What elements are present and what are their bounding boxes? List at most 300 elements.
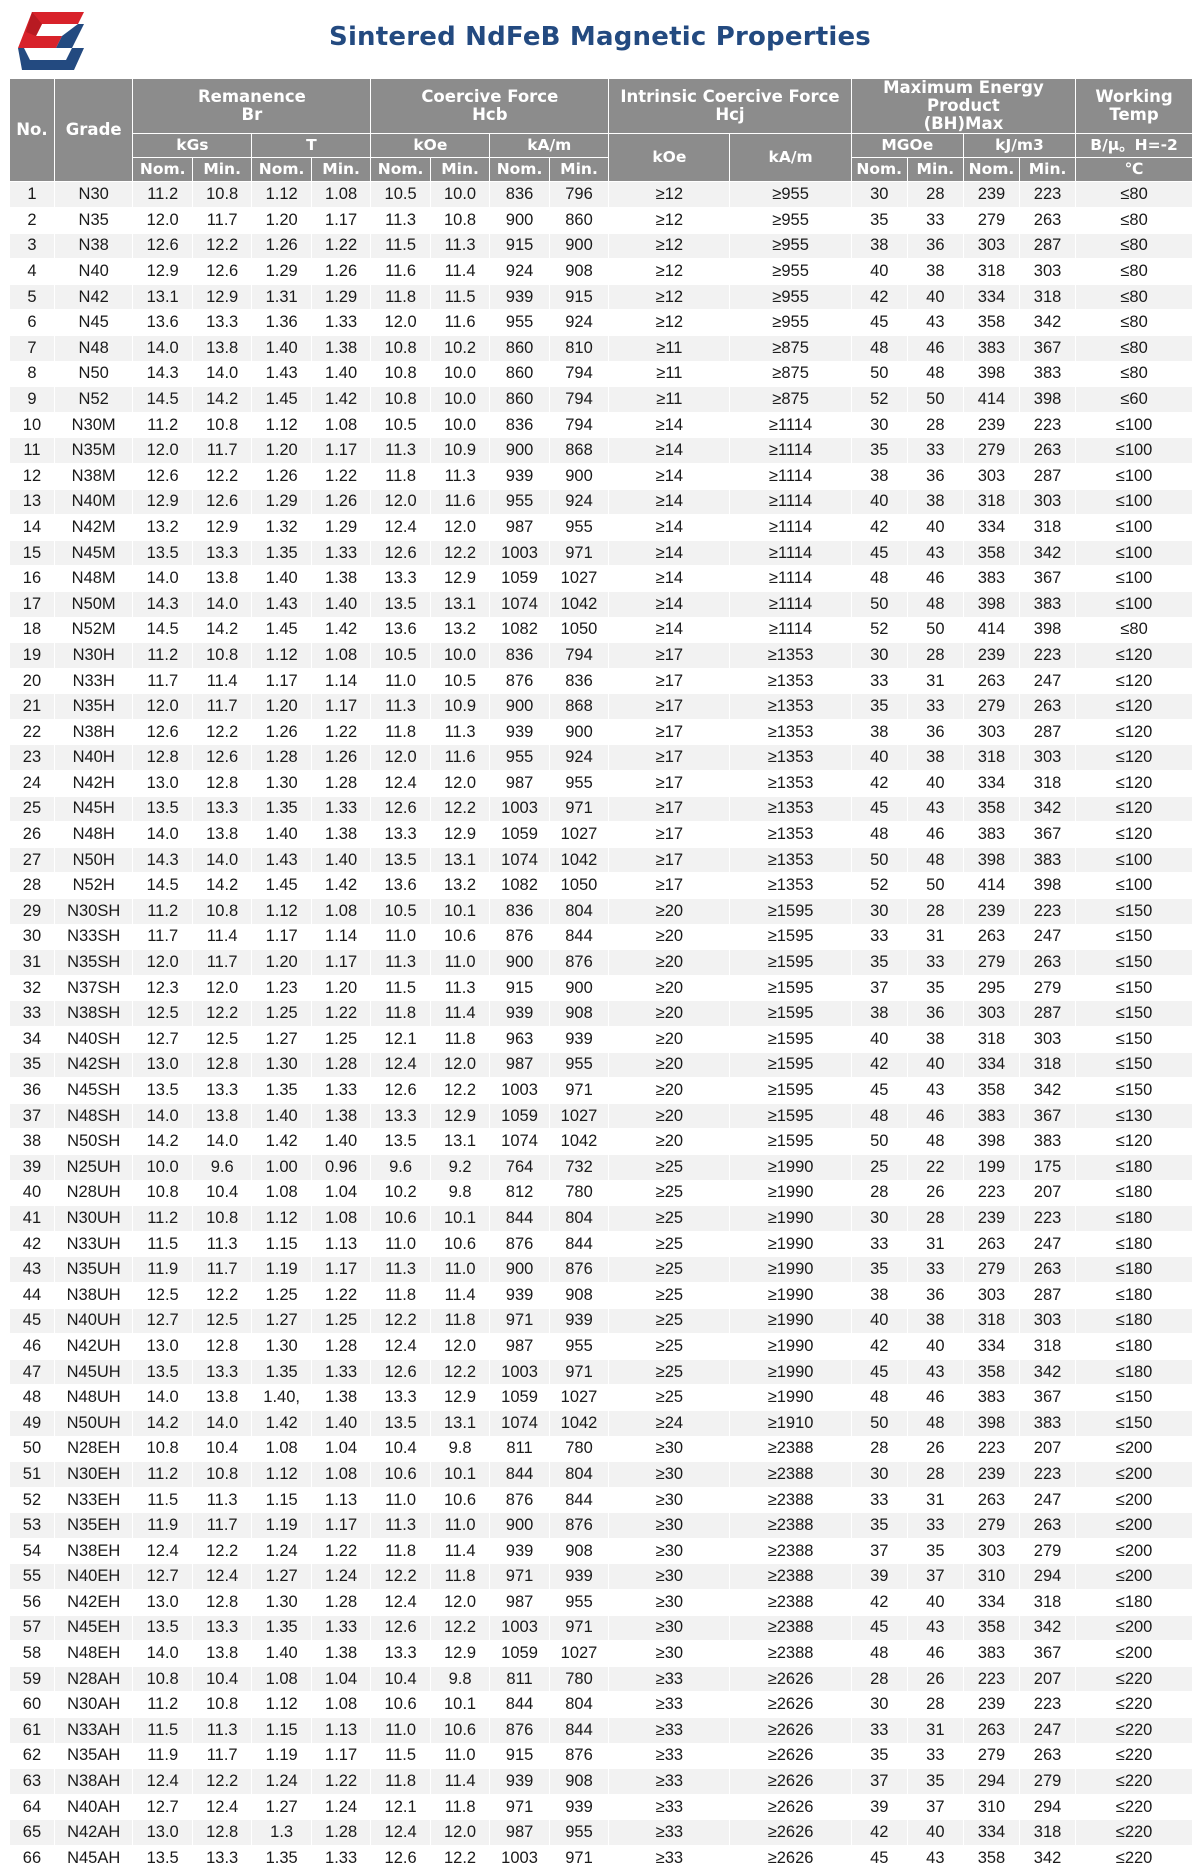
cell-br-t-min: 1.42 bbox=[311, 387, 371, 413]
cell-no: 5 bbox=[10, 284, 55, 310]
cell-br-t-nom: 1.20 bbox=[252, 438, 311, 464]
cell-br-t-min: 1.33 bbox=[311, 1615, 371, 1641]
cell-hcj-kam: ≥1353 bbox=[730, 873, 851, 899]
table-row bbox=[10, 1487, 1193, 1513]
cell-no: 9 bbox=[10, 387, 55, 413]
cell-hcj-kam: ≥955 bbox=[730, 182, 851, 208]
header-min: Min. bbox=[430, 158, 489, 182]
cell-bhmax-kjm3-min: 303 bbox=[1020, 1027, 1076, 1053]
cell-bhmax-kjm3-min: 207 bbox=[1020, 1436, 1076, 1462]
cell-no: 31 bbox=[10, 950, 55, 976]
table-row bbox=[10, 489, 1193, 515]
cell-bhmax-mgoe-min: 48 bbox=[907, 361, 963, 387]
cell-hcb-koe-min: 11.6 bbox=[430, 745, 489, 771]
cell-bhmax-mgoe-nom: 42 bbox=[851, 1334, 907, 1360]
cell-hcb-koe-min: 12.0 bbox=[430, 1820, 489, 1846]
cell-hcb-kam-nom: 915 bbox=[490, 233, 549, 259]
cell-bhmax-mgoe-min: 28 bbox=[907, 182, 963, 208]
cell-br-t-min: 1.13 bbox=[311, 1231, 371, 1257]
cell-bhmax-kjm3-nom: 279 bbox=[963, 1513, 1019, 1539]
cell-hcj-kam: ≥1353 bbox=[730, 796, 851, 822]
cell-bhmax-kjm3-nom: 303 bbox=[963, 233, 1019, 259]
cell-no: 57 bbox=[10, 1615, 55, 1641]
cell-br-kgs-min: 13.3 bbox=[192, 1078, 251, 1104]
cell-hcb-koe-min: 11.4 bbox=[430, 259, 489, 285]
cell-br-kgs-min: 14.2 bbox=[192, 617, 251, 643]
cell-bhmax-kjm3-nom: 398 bbox=[963, 1410, 1019, 1436]
table-row bbox=[10, 463, 1193, 489]
cell-hcj-koe: ≥12 bbox=[609, 233, 730, 259]
cell-bhmax-mgoe-min: 38 bbox=[907, 489, 963, 515]
cell-br-t-nom: 1.00 bbox=[252, 1154, 311, 1180]
cell-hcj-kam: ≥1595 bbox=[730, 1103, 851, 1129]
cell-grade: N35M bbox=[54, 438, 133, 464]
cell-hcb-koe-min: 10.9 bbox=[430, 694, 489, 720]
cell-bhmax-kjm3-nom: 334 bbox=[963, 1590, 1019, 1616]
cell-bhmax-kjm3-min: 279 bbox=[1020, 975, 1076, 1001]
cell-br-kgs-nom: 11.2 bbox=[133, 1692, 192, 1718]
cell-hcb-koe-min: 10.9 bbox=[430, 438, 489, 464]
cell-bhmax-kjm3-min: 367 bbox=[1020, 1385, 1076, 1411]
cell-hcb-koe-nom: 11.8 bbox=[371, 719, 430, 745]
cell-br-t-nom: 1.43 bbox=[252, 591, 311, 617]
cell-br-t-nom: 1.15 bbox=[252, 1487, 311, 1513]
cell-no: 42 bbox=[10, 1231, 55, 1257]
cell-grade: N38H bbox=[54, 719, 133, 745]
cell-hcj-koe: ≥33 bbox=[609, 1692, 730, 1718]
table-row bbox=[10, 387, 1193, 413]
table-row bbox=[10, 643, 1193, 669]
table-row bbox=[10, 1436, 1193, 1462]
cell-hcb-koe-min: 10.0 bbox=[430, 643, 489, 669]
cell-bhmax-kjm3-min: 303 bbox=[1020, 489, 1076, 515]
cell-hcj-kam: ≥1910 bbox=[730, 1410, 851, 1436]
table-row bbox=[10, 1564, 1193, 1590]
cell-hcb-koe-min: 11.4 bbox=[430, 1538, 489, 1564]
cell-no: 62 bbox=[10, 1743, 55, 1769]
cell-bhmax-mgoe-nom: 30 bbox=[851, 412, 907, 438]
cell-bhmax-kjm3-nom: 398 bbox=[963, 1129, 1019, 1155]
cell-br-kgs-nom: 14.5 bbox=[133, 873, 192, 899]
cell-br-kgs-min: 14.2 bbox=[192, 387, 251, 413]
cell-bhmax-kjm3-nom: 279 bbox=[963, 1743, 1019, 1769]
cell-br-kgs-min: 12.0 bbox=[192, 975, 251, 1001]
cell-br-kgs-min: 13.3 bbox=[192, 1359, 251, 1385]
cell-bhmax-mgoe-min: 31 bbox=[907, 1487, 963, 1513]
cell-br-t-nom: 1.20 bbox=[252, 950, 311, 976]
cell-br-kgs-min: 11.7 bbox=[192, 1743, 251, 1769]
cell-br-kgs-nom: 14.2 bbox=[133, 1129, 192, 1155]
cell-no: 53 bbox=[10, 1513, 55, 1539]
table-header bbox=[10, 79, 1193, 182]
cell-hcb-koe-nom: 12.4 bbox=[371, 1334, 430, 1360]
cell-no: 1 bbox=[10, 182, 55, 208]
cell-bhmax-kjm3-nom: 263 bbox=[963, 1231, 1019, 1257]
cell-no: 18 bbox=[10, 617, 55, 643]
cell-br-kgs-min: 11.7 bbox=[192, 694, 251, 720]
cell-bhmax-kjm3-min: 367 bbox=[1020, 335, 1076, 361]
cell-hcb-kam-min: 971 bbox=[549, 1615, 609, 1641]
cell-bhmax-kjm3-min: 342 bbox=[1020, 1078, 1076, 1104]
cell-hcb-koe-nom: 12.4 bbox=[371, 1820, 430, 1846]
cell-hcj-kam: ≥2388 bbox=[730, 1513, 851, 1539]
table-row bbox=[10, 1666, 1193, 1692]
cell-bhmax-mgoe-nom: 48 bbox=[851, 335, 907, 361]
cell-bhmax-kjm3-min: 303 bbox=[1020, 745, 1076, 771]
cell-bhmax-kjm3-nom: 303 bbox=[963, 1282, 1019, 1308]
cell-no: 50 bbox=[10, 1436, 55, 1462]
cell-br-kgs-min: 11.4 bbox=[192, 924, 251, 950]
cell-br-t-nom: 1.12 bbox=[252, 643, 311, 669]
cell-hcb-kam-nom: 900 bbox=[490, 950, 549, 976]
cell-working-temp: ≤80 bbox=[1076, 182, 1193, 208]
cell-bhmax-mgoe-min: 33 bbox=[907, 694, 963, 720]
cell-hcb-kam-min: 868 bbox=[549, 694, 609, 720]
cell-br-kgs-nom: 11.9 bbox=[133, 1257, 192, 1283]
cell-br-t-min: 1.33 bbox=[311, 1846, 371, 1872]
cell-hcb-kam-min: 1050 bbox=[549, 617, 609, 643]
cell-bhmax-kjm3-nom: 383 bbox=[963, 822, 1019, 848]
cell-no: 60 bbox=[10, 1692, 55, 1718]
cell-hcb-kam-nom: 1059 bbox=[490, 1103, 549, 1129]
cell-br-kgs-min: 12.6 bbox=[192, 259, 251, 285]
table-row bbox=[10, 233, 1193, 259]
cell-br-t-nom: 1.35 bbox=[252, 1615, 311, 1641]
cell-hcb-koe-nom: 12.4 bbox=[371, 771, 430, 797]
cell-working-temp: ≤100 bbox=[1076, 515, 1193, 541]
cell-br-kgs-min: 13.3 bbox=[192, 540, 251, 566]
cell-hcb-koe-min: 13.2 bbox=[430, 873, 489, 899]
cell-no: 23 bbox=[10, 745, 55, 771]
cell-hcj-kam: ≥1353 bbox=[730, 719, 851, 745]
cell-hcb-kam-nom: 900 bbox=[490, 208, 549, 234]
cell-bhmax-mgoe-nom: 50 bbox=[851, 847, 907, 873]
cell-hcb-koe-min: 12.0 bbox=[430, 1334, 489, 1360]
cell-hcb-kam-min: 955 bbox=[549, 1052, 609, 1078]
cell-grade: N33H bbox=[54, 668, 133, 694]
cell-grade: N48EH bbox=[54, 1641, 133, 1667]
cell-br-kgs-nom: 14.0 bbox=[133, 335, 192, 361]
cell-bhmax-kjm3-nom: 358 bbox=[963, 796, 1019, 822]
cell-working-temp: ≤80 bbox=[1076, 617, 1193, 643]
cell-hcb-koe-nom: 12.2 bbox=[371, 1308, 430, 1334]
cell-bhmax-mgoe-nom: 50 bbox=[851, 591, 907, 617]
cell-working-temp: ≤100 bbox=[1076, 540, 1193, 566]
cell-br-t-min: 1.13 bbox=[311, 1718, 371, 1744]
cell-br-t-nom: 1.40 bbox=[252, 335, 311, 361]
cell-hcb-kam-nom: 1082 bbox=[490, 617, 549, 643]
cell-bhmax-kjm3-nom: 279 bbox=[963, 208, 1019, 234]
cell-hcj-koe: ≥17 bbox=[609, 873, 730, 899]
table-row bbox=[10, 540, 1193, 566]
cell-grade: N38 bbox=[54, 233, 133, 259]
cell-hcb-koe-nom: 11.3 bbox=[371, 1513, 430, 1539]
cell-hcb-kam-nom: 971 bbox=[490, 1794, 549, 1820]
cell-bhmax-kjm3-nom: 334 bbox=[963, 1820, 1019, 1846]
cell-hcb-koe-nom: 10.2 bbox=[371, 1180, 430, 1206]
cell-br-kgs-min: 10.8 bbox=[192, 1206, 251, 1232]
table-row bbox=[10, 1538, 1193, 1564]
cell-hcb-kam-min: 796 bbox=[549, 182, 609, 208]
cell-bhmax-kjm3-min: 263 bbox=[1020, 694, 1076, 720]
cell-grade: N30H bbox=[54, 643, 133, 669]
cell-grade: N52M bbox=[54, 617, 133, 643]
cell-br-t-nom: 1.15 bbox=[252, 1718, 311, 1744]
cell-grade: N33AH bbox=[54, 1718, 133, 1744]
cell-no: 20 bbox=[10, 668, 55, 694]
cell-hcj-kam: ≥875 bbox=[730, 387, 851, 413]
cell-hcj-kam: ≥2388 bbox=[730, 1615, 851, 1641]
cell-no: 35 bbox=[10, 1052, 55, 1078]
cell-br-kgs-nom: 14.0 bbox=[133, 1641, 192, 1667]
cell-br-kgs-nom: 12.4 bbox=[133, 1769, 192, 1795]
cell-br-t-nom: 1.45 bbox=[252, 387, 311, 413]
cell-bhmax-kjm3-min: 287 bbox=[1020, 233, 1076, 259]
cell-hcb-kam-nom: 860 bbox=[490, 361, 549, 387]
cell-working-temp: ≤150 bbox=[1076, 1078, 1193, 1104]
cell-bhmax-mgoe-nom: 50 bbox=[851, 1410, 907, 1436]
cell-hcj-kam: ≥1990 bbox=[730, 1282, 851, 1308]
cell-hcj-koe: ≥33 bbox=[609, 1769, 730, 1795]
cell-bhmax-mgoe-min: 28 bbox=[907, 1692, 963, 1718]
cell-br-t-nom: 1.12 bbox=[252, 1206, 311, 1232]
cell-grade: N33UH bbox=[54, 1231, 133, 1257]
cell-hcj-kam: ≥955 bbox=[730, 259, 851, 285]
cell-no: 8 bbox=[10, 361, 55, 387]
cell-hcb-kam-min: 844 bbox=[549, 1231, 609, 1257]
cell-br-kgs-min: 13.3 bbox=[192, 1615, 251, 1641]
cell-br-t-nom: 1.19 bbox=[252, 1743, 311, 1769]
cell-br-kgs-min: 13.8 bbox=[192, 1641, 251, 1667]
cell-br-kgs-nom: 11.2 bbox=[133, 899, 192, 925]
cell-no: 26 bbox=[10, 822, 55, 848]
cell-working-temp: ≤120 bbox=[1076, 1129, 1193, 1155]
cell-br-t-min: 1.42 bbox=[311, 873, 371, 899]
cell-grade: N33EH bbox=[54, 1487, 133, 1513]
cell-bhmax-mgoe-min: 28 bbox=[907, 1462, 963, 1488]
cell-hcj-kam: ≥1595 bbox=[730, 1001, 851, 1027]
cell-hcj-koe: ≥17 bbox=[609, 745, 730, 771]
cell-bhmax-mgoe-nom: 40 bbox=[851, 1308, 907, 1334]
cell-bhmax-mgoe-nom: 38 bbox=[851, 463, 907, 489]
cell-hcb-koe-nom: 11.3 bbox=[371, 950, 430, 976]
cell-hcj-koe: ≥20 bbox=[609, 1001, 730, 1027]
cell-bhmax-kjm3-nom: 358 bbox=[963, 1359, 1019, 1385]
cell-bhmax-kjm3-nom: 295 bbox=[963, 975, 1019, 1001]
cell-bhmax-mgoe-min: 33 bbox=[907, 1513, 963, 1539]
cell-hcb-koe-min: 11.8 bbox=[430, 1564, 489, 1590]
cell-grade: N50 bbox=[54, 361, 133, 387]
cell-bhmax-kjm3-min: 383 bbox=[1020, 1129, 1076, 1155]
cell-no: 48 bbox=[10, 1385, 55, 1411]
cell-hcb-kam-nom: 844 bbox=[490, 1692, 549, 1718]
cell-bhmax-kjm3-min: 383 bbox=[1020, 361, 1076, 387]
cell-hcb-kam-nom: 764 bbox=[490, 1154, 549, 1180]
cell-hcj-koe: ≥33 bbox=[609, 1718, 730, 1744]
cell-grade: N38SH bbox=[54, 1001, 133, 1027]
cell-no: 30 bbox=[10, 924, 55, 950]
cell-hcb-kam-nom: 876 bbox=[490, 924, 549, 950]
cell-br-t-nom: 1.45 bbox=[252, 617, 311, 643]
cell-no: 16 bbox=[10, 566, 55, 592]
cell-bhmax-mgoe-min: 28 bbox=[907, 643, 963, 669]
cell-bhmax-kjm3-min: 367 bbox=[1020, 1641, 1076, 1667]
cell-hcb-koe-min: 10.2 bbox=[430, 335, 489, 361]
cell-working-temp: ≤180 bbox=[1076, 1180, 1193, 1206]
table-row bbox=[10, 1846, 1193, 1872]
cell-br-kgs-min: 11.7 bbox=[192, 950, 251, 976]
cell-br-t-min: 1.22 bbox=[311, 719, 371, 745]
header-min: Min. bbox=[1020, 158, 1076, 182]
cell-bhmax-mgoe-nom: 30 bbox=[851, 1692, 907, 1718]
cell-br-t-nom: 1.25 bbox=[252, 1001, 311, 1027]
cell-working-temp: ≤150 bbox=[1076, 950, 1193, 976]
cell-hcb-koe-min: 11.3 bbox=[430, 463, 489, 489]
cell-br-t-min: 1.17 bbox=[311, 1257, 371, 1283]
cell-br-t-nom: 1.08 bbox=[252, 1180, 311, 1206]
cell-br-kgs-nom: 12.9 bbox=[133, 489, 192, 515]
cell-hcb-kam-min: 955 bbox=[549, 771, 609, 797]
cell-bhmax-kjm3-nom: 303 bbox=[963, 1001, 1019, 1027]
cell-working-temp: ≤100 bbox=[1076, 489, 1193, 515]
cell-working-temp: ≤150 bbox=[1076, 1001, 1193, 1027]
cell-grade: N45M bbox=[54, 540, 133, 566]
cell-br-t-nom: 1.3 bbox=[252, 1820, 311, 1846]
cell-hcb-kam-min: 971 bbox=[549, 1846, 609, 1872]
cell-hcb-koe-nom: 12.0 bbox=[371, 310, 430, 336]
cell-bhmax-kjm3-nom: 303 bbox=[963, 1538, 1019, 1564]
cell-hcj-koe: ≥33 bbox=[609, 1743, 730, 1769]
cell-bhmax-kjm3-min: 398 bbox=[1020, 617, 1076, 643]
cell-hcb-kam-nom: 844 bbox=[490, 1462, 549, 1488]
cell-br-t-nom: 1.24 bbox=[252, 1769, 311, 1795]
cell-bhmax-kjm3-nom: 358 bbox=[963, 1615, 1019, 1641]
cell-no: 55 bbox=[10, 1564, 55, 1590]
cell-bhmax-mgoe-nom: 48 bbox=[851, 1641, 907, 1667]
cell-bhmax-mgoe-nom: 35 bbox=[851, 694, 907, 720]
cell-hcj-kam: ≥2388 bbox=[730, 1564, 851, 1590]
cell-grade: N25UH bbox=[54, 1154, 133, 1180]
cell-hcb-kam-nom: 900 bbox=[490, 694, 549, 720]
cell-br-kgs-nom: 12.7 bbox=[133, 1564, 192, 1590]
cell-working-temp: ≤120 bbox=[1076, 771, 1193, 797]
table-row bbox=[10, 1718, 1193, 1744]
cell-br-t-min: 1.40 bbox=[311, 1129, 371, 1155]
cell-hcb-kam-min: 860 bbox=[549, 208, 609, 234]
cell-bhmax-mgoe-min: 35 bbox=[907, 1538, 963, 1564]
header-unit-t: T bbox=[252, 134, 371, 158]
cell-br-kgs-min: 13.8 bbox=[192, 335, 251, 361]
cell-hcb-koe-min: 12.9 bbox=[430, 566, 489, 592]
table-row bbox=[10, 694, 1193, 720]
cell-hcj-koe: ≥30 bbox=[609, 1615, 730, 1641]
cell-br-kgs-nom: 11.2 bbox=[133, 1462, 192, 1488]
cell-br-kgs-min: 13.8 bbox=[192, 1103, 251, 1129]
cell-br-t-min: 1.08 bbox=[311, 643, 371, 669]
cell-br-t-nom: 1.35 bbox=[252, 1078, 311, 1104]
cell-bhmax-kjm3-min: 247 bbox=[1020, 1231, 1076, 1257]
cell-hcj-koe: ≥12 bbox=[609, 208, 730, 234]
cell-hcb-koe-min: 12.9 bbox=[430, 1385, 489, 1411]
cell-hcj-kam: ≥2388 bbox=[730, 1538, 851, 1564]
cell-grade: N38AH bbox=[54, 1769, 133, 1795]
cell-br-t-min: 1.17 bbox=[311, 1743, 371, 1769]
cell-bhmax-mgoe-nom: 35 bbox=[851, 950, 907, 976]
cell-bhmax-kjm3-min: 287 bbox=[1020, 719, 1076, 745]
cell-br-kgs-nom: 12.0 bbox=[133, 694, 192, 720]
cell-hcb-koe-min: 10.6 bbox=[430, 1487, 489, 1513]
cell-working-temp: ≤100 bbox=[1076, 463, 1193, 489]
cell-hcj-koe: ≥17 bbox=[609, 771, 730, 797]
cell-hcb-kam-nom: 811 bbox=[490, 1666, 549, 1692]
cell-bhmax-kjm3-min: 223 bbox=[1020, 1692, 1076, 1718]
cell-hcb-koe-nom: 9.6 bbox=[371, 1154, 430, 1180]
cell-br-kgs-nom: 11.2 bbox=[133, 182, 192, 208]
cell-bhmax-kjm3-min: 279 bbox=[1020, 1538, 1076, 1564]
cell-no: 36 bbox=[10, 1078, 55, 1104]
cell-working-temp: ≤150 bbox=[1076, 1385, 1193, 1411]
table-row bbox=[10, 873, 1193, 899]
cell-hcb-koe-min: 11.6 bbox=[430, 489, 489, 515]
cell-hcb-kam-min: 876 bbox=[549, 950, 609, 976]
cell-hcb-kam-min: 955 bbox=[549, 1820, 609, 1846]
cell-hcj-koe: ≥30 bbox=[609, 1462, 730, 1488]
cell-grade: N30AH bbox=[54, 1692, 133, 1718]
cell-br-t-nom: 1.20 bbox=[252, 694, 311, 720]
cell-no: 13 bbox=[10, 489, 55, 515]
cell-bhmax-mgoe-min: 46 bbox=[907, 1641, 963, 1667]
cell-hcb-koe-min: 11.0 bbox=[430, 1257, 489, 1283]
cell-bhmax-kjm3-nom: 383 bbox=[963, 1103, 1019, 1129]
cell-bhmax-kjm3-nom: 279 bbox=[963, 438, 1019, 464]
cell-br-kgs-min: 12.4 bbox=[192, 1794, 251, 1820]
cell-hcj-koe: ≥30 bbox=[609, 1641, 730, 1667]
cell-br-kgs-min: 13.3 bbox=[192, 1846, 251, 1872]
cell-hcb-kam-min: 900 bbox=[549, 719, 609, 745]
cell-bhmax-mgoe-nom: 30 bbox=[851, 899, 907, 925]
cell-hcb-koe-min: 10.1 bbox=[430, 899, 489, 925]
cell-bhmax-mgoe-min: 36 bbox=[907, 233, 963, 259]
cell-hcb-koe-nom: 12.6 bbox=[371, 540, 430, 566]
cell-bhmax-kjm3-min: 367 bbox=[1020, 1103, 1076, 1129]
cell-hcb-koe-nom: 11.3 bbox=[371, 694, 430, 720]
cell-br-t-nom: 1.26 bbox=[252, 233, 311, 259]
table-row bbox=[10, 515, 1193, 541]
cell-br-kgs-min: 12.2 bbox=[192, 719, 251, 745]
cell-hcb-kam-min: 924 bbox=[549, 745, 609, 771]
cell-bhmax-kjm3-nom: 318 bbox=[963, 1027, 1019, 1053]
cell-hcb-koe-nom: 10.5 bbox=[371, 899, 430, 925]
cell-bhmax-mgoe-nom: 33 bbox=[851, 1231, 907, 1257]
cell-hcj-kam: ≥1990 bbox=[730, 1231, 851, 1257]
cell-hcb-kam-min: 955 bbox=[549, 1334, 609, 1360]
cell-bhmax-mgoe-min: 38 bbox=[907, 259, 963, 285]
cell-hcb-kam-nom: 900 bbox=[490, 438, 549, 464]
cell-br-t-nom: 1.20 bbox=[252, 208, 311, 234]
cell-working-temp: ≤120 bbox=[1076, 822, 1193, 848]
cell-hcb-kam-nom: 860 bbox=[490, 335, 549, 361]
cell-br-t-min: 1.04 bbox=[311, 1436, 371, 1462]
cell-hcb-koe-min: 12.0 bbox=[430, 1590, 489, 1616]
cell-grade: N30UH bbox=[54, 1206, 133, 1232]
cell-bhmax-mgoe-nom: 35 bbox=[851, 1743, 907, 1769]
cell-br-kgs-nom: 14.5 bbox=[133, 387, 192, 413]
cell-bhmax-mgoe-min: 33 bbox=[907, 1257, 963, 1283]
cell-hcb-kam-min: 955 bbox=[549, 1590, 609, 1616]
cell-bhmax-kjm3-nom: 223 bbox=[963, 1436, 1019, 1462]
cell-no: 37 bbox=[10, 1103, 55, 1129]
cell-hcb-kam-min: 1042 bbox=[549, 847, 609, 873]
